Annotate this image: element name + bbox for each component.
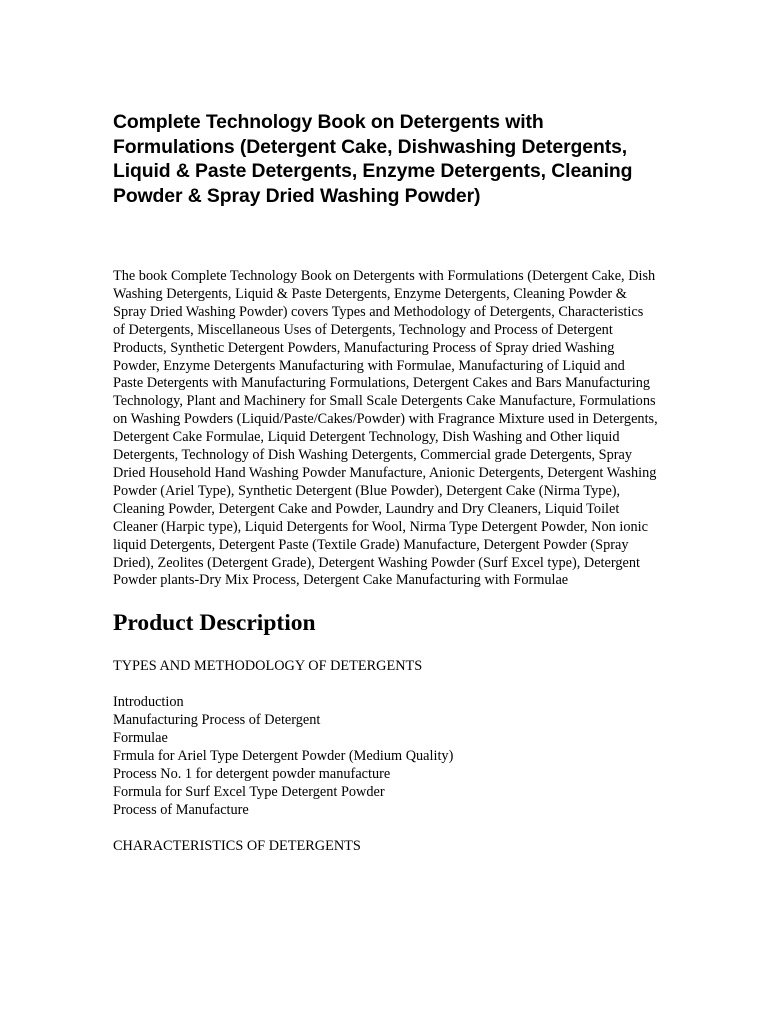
section-items-list	[113, 694, 658, 819]
intro-paragraph: The book Complete Technology Book on Detergents with Formulations (Detergent Cake, Dish Washing Detergents, Liquid & Paste Detergents, Enzyme Detergents, Cleaning Powder & Spray Dried Washing Powder) covers Types and Methodology of Detergents, Characteristics of Detergents, Miscellaneous Uses of Detergents, Technology and Process of Detergent Products, Synthetic Detergent Powders, Manufacturing Process of Spray dried Washing Powder, Enzyme Detergents Manufacturing with Formulae, Manufacturing of Liquid and Paste Detergents with Manufacturing Formulations, Detergent Cakes and Bars Manufacturing Technology, Plant and Machinery for Small Scale Detergents Cake Manufacture, Formulations on Washing Powders (Liquid/Paste/Cakes/Powder) with Fragrance Mixture used in Detergents, Detergent Cake Formulae, Liquid Detergent Technology, Dish Washing and Other liquid Detergents, Technology of Dish Washing Detergents, Commercial grade Detergents, Spray Dried Household Hand Washing Powder Manufacture, Anionic Detergents, Detergent Washing Powder (Ariel Type), Synthetic Detergent (Blue Powder), Detergent Cake (Nirma Type), Cleaning Powder, Detergent Cake and Powder, Laundry and Dry Cleaners, Liquid Toilet Cleaner (Harpic type), Liquid Detergents for Wool, Nirma Type Detergent Powder, Non ionic liquid Detergents, Detergent Paste (Textile Grade) Manufacture, Detergent Powder (Spray Dried), Zeolites (Detergent Grade), Detergent Washing Powder (Surf Excel type), Detergent Powder plants-Dry Mix Process, Detergent Cake Manufacturing with Formulae	[113, 268, 658, 589]
section-label-types: TYPES AND METHODOLOGY OF DETERGENTS	[113, 658, 423, 675]
list-item: Manufacturing Process of Detergent	[113, 712, 321, 729]
document-page	[113, 110, 658, 855]
list-item: Frmula for Ariel Type Detergent Powder (Medium Quality)	[113, 747, 454, 764]
list-item: Process No. 1 for detergent powder manufacture	[113, 765, 391, 782]
list-item: Process of Manufacture	[113, 801, 249, 818]
document-title: Complete Technology Book on Detergents with Formulations (Detergent Cake, Dishwashing Detergents, Liquid & Paste Detergents, Enzyme Detergents, Cleaning Powder & Spray Dried Washing Powder)	[113, 111, 633, 207]
list-item: Formula for Surf Excel Type Detergent Powder	[113, 783, 385, 800]
list-item: Introduction	[113, 694, 184, 711]
list-item: Formulae	[113, 730, 168, 747]
product-description-heading: Product Description	[113, 610, 316, 637]
section-label-characteristics: CHARACTERISTICS OF DETERGENTS	[113, 837, 361, 854]
